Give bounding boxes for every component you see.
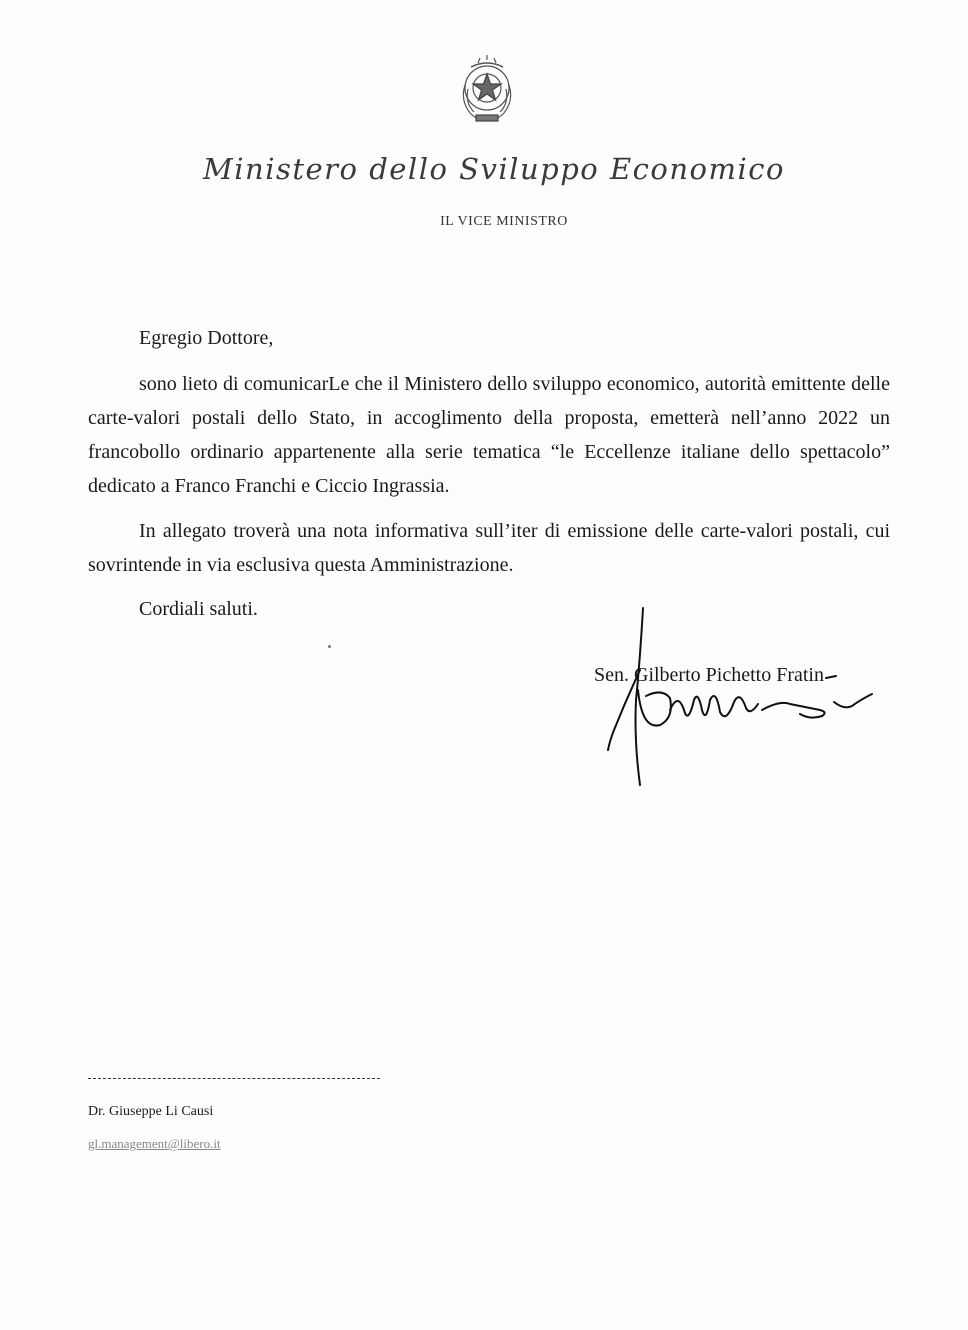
- salutation: Egregio Dottore,: [139, 327, 274, 349]
- office-title: IL VICE MINISTRO: [440, 214, 568, 229]
- separator-rule: [88, 1078, 380, 1079]
- body-paragraph: sono lieto di comunicarLe che il Ministero dello sviluppo economico, autorità emittente delle carte-valori postali dello Stato, in accoglimento della proposta, emetterà nell’anno 2022 un francobollo ordinario appartenente alla serie tematica “le Eccellenze italiane dello spettacolo” dedicato a Franco Franchi e Ciccio Ingrassia.: [88, 373, 890, 497]
- body-paragraph: In allegato troverà una nota informativa sull’iter di emissione delle carte-valori postali, cui sovrintende in via esclusiva questa Amministrazione.: [88, 520, 890, 576]
- signer-name: Sen. Gilberto Pichetto Fratin: [594, 664, 824, 686]
- closing: Cordiali saluti.: [139, 598, 258, 620]
- speck: [328, 645, 331, 648]
- ministry-name: Ministero dello Sviluppo Economico: [203, 152, 785, 186]
- italian-republic-emblem-icon: [456, 55, 518, 127]
- recipient-name: Dr. Giuseppe Li Causi: [88, 1104, 214, 1119]
- handwritten-signature: [590, 600, 890, 800]
- recipient-email: gl.management@libero.it: [88, 1136, 221, 1151]
